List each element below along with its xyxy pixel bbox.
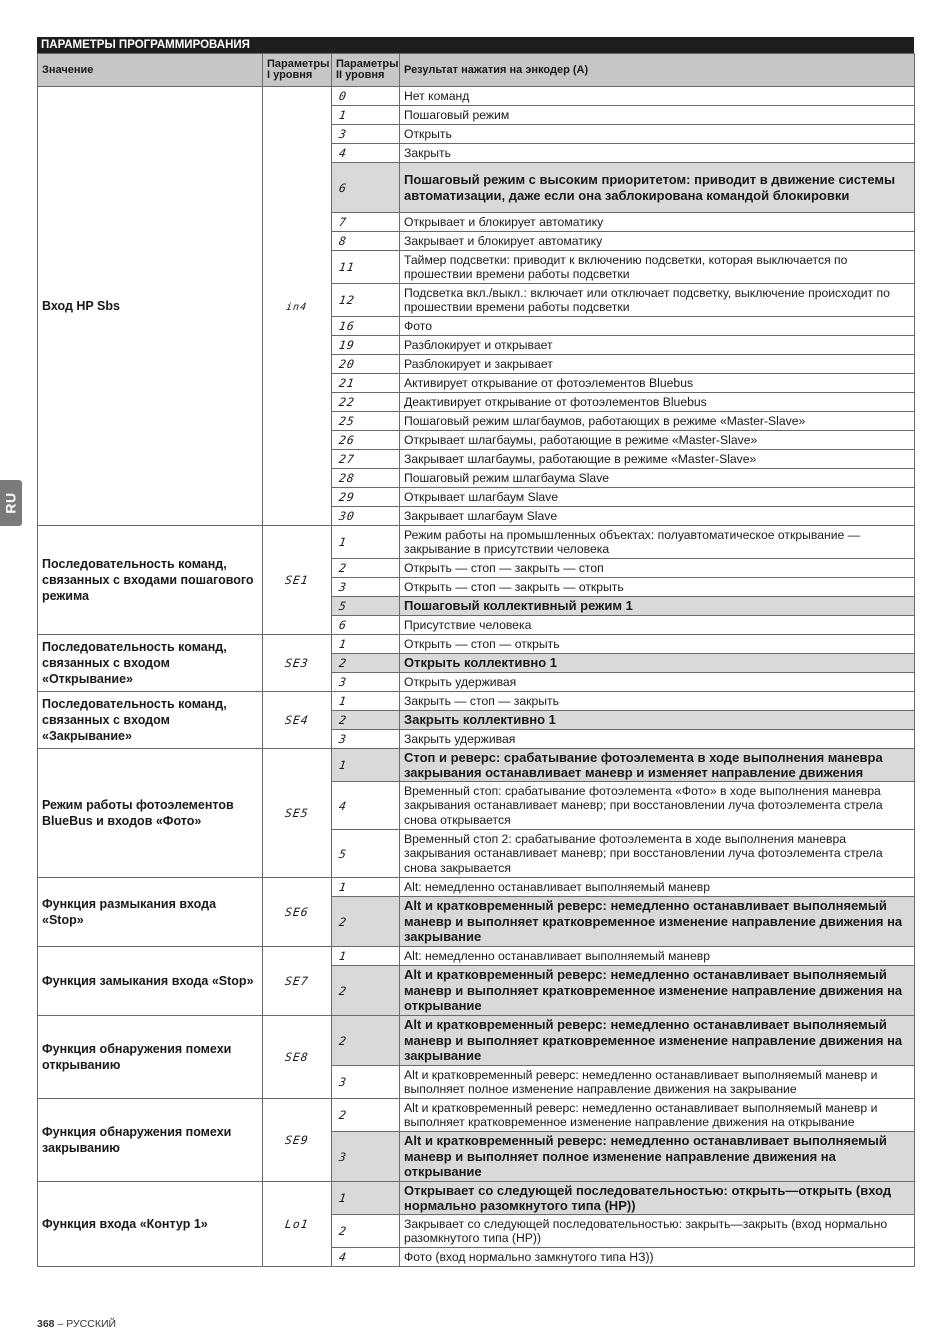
level2-parameter-code: 5: [338, 846, 348, 861]
result-description: Открывает со следующей последовательностью: открыть—открыть (вход нормально разомкнутого типа (НР)): [400, 1182, 915, 1215]
result-description: Alt: немедленно останавливает выполняемый маневр: [400, 878, 915, 897]
level2-parameter-cell: [332, 1099, 400, 1132]
level2-parameter-code: 8: [338, 234, 348, 248]
level1-parameter-cell: [263, 1182, 332, 1267]
parameters-table: [37, 53, 915, 1267]
result-description: Временный стоп 2: срабатывание фотоэлемента в ходе выполнения маневра закрывания останавливает маневр; при восстановлении луча фотоэлемента стрела снова закрывается: [400, 830, 915, 878]
table-row: [38, 635, 915, 654]
result-description: Пошаговый режим шлагбаума Slave: [400, 469, 915, 488]
parameter-name: Функция обнаружения помехи открыванию: [38, 1016, 263, 1099]
level2-parameter-code: 3: [338, 127, 348, 141]
level2-parameter-cell: [332, 469, 400, 488]
level2-parameter-code: 2: [338, 983, 348, 998]
level2-parameter-code: 5: [338, 599, 348, 613]
level2-parameter-cell: [332, 412, 400, 431]
level1-parameter-code: Lo1: [284, 1217, 310, 1231]
result-description: Alt и кратковременный реверс: немедленно останавливает выполняемый маневр и выполняет кратковременное изменение направление движения на закрывание: [400, 1016, 915, 1066]
result-description: Alt и кратковременный реверс: немедленно останавливает выполняемый маневр и выполняет полное изменение направление движения на закрывание: [400, 1066, 915, 1099]
result-description: Alt и кратковременный реверс: немедленно останавливает выполняемый маневр и выполняет кратковременное изменение направление движения на закрывание: [400, 897, 915, 947]
level1-parameter-cell: [263, 749, 332, 878]
level2-parameter-code: 1: [338, 1191, 348, 1205]
page-number: 368: [37, 1318, 55, 1330]
level2-parameter-cell: [332, 336, 400, 355]
level1-parameter-cell: [263, 947, 332, 1016]
level1-parameter-code: SE1: [284, 573, 310, 587]
level2-parameter-code: 4: [338, 798, 348, 813]
level2-parameter-code: 1: [338, 535, 348, 549]
level1-parameter-cell: [263, 635, 332, 692]
level2-parameter-code: 27: [338, 452, 356, 466]
table-row: [38, 1016, 915, 1066]
level2-parameter-cell: [332, 1248, 400, 1267]
parameter-name: Функция входа «Контур 1»: [38, 1182, 263, 1267]
result-description: Фото: [400, 317, 915, 336]
level2-parameter-code: 3: [338, 732, 348, 746]
level2-parameter-code: 19: [338, 338, 356, 352]
result-description: Закрывает и блокирует автоматику: [400, 232, 915, 251]
result-description: Пошаговый коллективный режим 1: [400, 597, 915, 616]
level2-parameter-cell: [332, 163, 400, 213]
parameter-name: Последовательность команд, связанных с входом «Открывание»: [38, 635, 263, 692]
level2-parameter-code: 30: [338, 509, 356, 523]
level2-parameter-cell: [332, 232, 400, 251]
parameter-name: Последовательность команд, связанных с входами пошагового режима: [38, 526, 263, 635]
header-level2: [332, 54, 400, 87]
level2-parameter-cell: [332, 450, 400, 469]
level1-parameter-code: in4: [285, 302, 309, 313]
result-description: Открывает и блокирует автоматику: [400, 213, 915, 232]
level2-parameter-code: 3: [338, 580, 348, 594]
level2-parameter-code: 6: [338, 618, 348, 632]
level2-parameter-cell: [332, 1182, 400, 1215]
level2-parameter-cell: [332, 692, 400, 711]
level2-parameter-code: 6: [338, 180, 348, 195]
result-description: Разблокирует и открывает: [400, 336, 915, 355]
level2-parameter-cell: [332, 87, 400, 106]
table-row: [38, 947, 915, 966]
header-level2-line1: Параметры: [336, 58, 399, 70]
level2-parameter-code: 1: [338, 108, 348, 122]
level2-parameter-cell: [332, 251, 400, 284]
level2-parameter-code: 26: [338, 433, 356, 447]
result-description: Открыть — стоп — закрыть — открыть: [400, 578, 915, 597]
level2-parameter-cell: [332, 730, 400, 749]
level2-parameter-cell: [332, 878, 400, 897]
level2-parameter-code: 1: [338, 694, 348, 708]
table-row: [38, 692, 915, 711]
result-description: Открыть — стоп — открыть: [400, 635, 915, 654]
table-row: [38, 87, 915, 106]
level2-parameter-code: 25: [338, 414, 356, 428]
parameter-name: Режим работы фотоэлементов BlueBus и входов «Фото»: [38, 749, 263, 878]
result-description: Подсветка вкл./выкл.: включает или отключает подсветку, выключение происходит по прошествии времени работы подсветки: [400, 284, 915, 317]
level2-parameter-cell: [332, 711, 400, 730]
result-description: Пошаговый режим с высоким приоритетом: приводит в движение системы автоматизации, даже если она заблокирована командой блокировки: [400, 163, 915, 213]
level1-parameter-cell: [263, 692, 332, 749]
result-description: Активирует открывание от фотоэлементов Bluebus: [400, 374, 915, 393]
header-level1-line2: I уровня: [267, 69, 313, 81]
level2-parameter-cell: [332, 526, 400, 559]
parameters-table-frame: [37, 37, 914, 1267]
level2-parameter-cell: [332, 635, 400, 654]
level2-parameter-cell: [332, 213, 400, 232]
level2-parameter-code: 2: [338, 656, 348, 670]
result-description: Alt: немедленно останавливает выполняемый маневр: [400, 947, 915, 966]
level1-parameter-cell: [263, 526, 332, 635]
level2-parameter-cell: [332, 897, 400, 947]
level1-parameter-cell: [263, 87, 332, 526]
level2-parameter-code: 4: [338, 146, 348, 160]
level2-parameter-cell: [332, 393, 400, 412]
result-description: Временный стоп: срабатывание фотоэлемента «Фото» в ходе выполнения маневра закрывания останавливает маневр; при восстановлении луча фотоэлемента стрела снова открывается: [400, 782, 915, 830]
footer-separator: –: [54, 1318, 67, 1330]
result-description: Закрыть удерживая: [400, 730, 915, 749]
result-description: Alt и кратковременный реверс: немедленно останавливает выполняемый маневр и выполняет полное изменение направление движения на открывание: [400, 1132, 915, 1182]
level2-parameter-code: 2: [338, 713, 348, 727]
level2-parameter-cell: [332, 284, 400, 317]
table-body: [38, 87, 915, 1267]
level2-parameter-code: 2: [338, 1224, 348, 1238]
result-description: Таймер подсветки: приводит к включению подсветки, которая выключается по прошествии времени работы подсветки: [400, 251, 915, 284]
level1-parameter-cell: [263, 878, 332, 947]
level1-parameter-code: SE4: [284, 713, 310, 727]
level2-parameter-cell: [332, 654, 400, 673]
result-description: Нет команд: [400, 87, 915, 106]
result-description: Режим работы на промышленных объектах: полуавтоматическое открывание — закрывание в присутствии человека: [400, 526, 915, 559]
level1-parameter-code: SE3: [284, 656, 310, 670]
level2-parameter-cell: [332, 578, 400, 597]
table-row: [38, 878, 915, 897]
level2-parameter-code: 0: [338, 89, 348, 103]
level2-parameter-cell: [332, 749, 400, 782]
table-title: ПАРАМЕТРЫ ПРОГРАММИРОВАНИЯ: [37, 37, 914, 53]
level2-parameter-cell: [332, 144, 400, 163]
page-footer: [37, 1318, 116, 1330]
result-description: Закрыть — стоп — закрыть: [400, 692, 915, 711]
parameter-name: Функция обнаружения помехи закрыванию: [38, 1099, 263, 1182]
level2-parameter-cell: [332, 106, 400, 125]
level2-parameter-cell: [332, 830, 400, 878]
level1-parameter-cell: [263, 1099, 332, 1182]
level1-parameter-code: SE9: [284, 1133, 310, 1147]
level2-parameter-cell: [332, 966, 400, 1016]
table-row: [38, 749, 915, 782]
level2-parameter-code: 16: [338, 319, 356, 333]
level2-parameter-cell: [332, 355, 400, 374]
level2-parameter-code: 2: [338, 1108, 348, 1122]
level2-parameter-code: 4: [338, 1250, 348, 1264]
level2-parameter-code: 1: [338, 880, 348, 894]
level2-parameter-code: 21: [338, 376, 356, 390]
result-description: Деактивирует открывание от фотоэлементов Bluebus: [400, 393, 915, 412]
result-description: Пошаговый режим шлагбаумов, работающих в режиме «Master-Slave»: [400, 412, 915, 431]
level2-parameter-cell: [332, 616, 400, 635]
footer-language: РУССКИЙ: [66, 1318, 117, 1330]
level2-parameter-cell: [332, 673, 400, 692]
language-side-tab: [0, 480, 22, 526]
result-description: Закрывает шлагбаумы, работающие в режиме «Master-Slave»: [400, 450, 915, 469]
result-description: Закрывает шлагбаум Slave: [400, 507, 915, 526]
level1-parameter-cell: [263, 1016, 332, 1099]
result-description: Открыть — стоп — закрыть — стоп: [400, 559, 915, 578]
table-header-row: [38, 54, 915, 87]
result-description: Закрыть: [400, 144, 915, 163]
level2-parameter-code: 3: [338, 1149, 348, 1164]
level2-parameter-code: 1: [338, 758, 348, 772]
level2-parameter-cell: [332, 559, 400, 578]
level2-parameter-cell: [332, 374, 400, 393]
result-description: Фото (вход нормально замкнутого типа НЗ)): [400, 1248, 915, 1267]
result-description: Закрывает со следующей последовательностью: закрыть—закрыть (вход нормально разомкнутого типа (НР)): [400, 1215, 915, 1248]
level2-parameter-code: 1: [338, 949, 348, 963]
level2-parameter-code: 7: [338, 215, 348, 229]
parameter-name: Последовательность команд, связанных с входом «Закрывание»: [38, 692, 263, 749]
level2-parameter-code: 3: [338, 1075, 348, 1089]
level2-parameter-code: 12: [338, 293, 356, 307]
parameter-name: Функция замыкания входа «Stop»: [38, 947, 263, 1016]
level1-parameter-code: SE5: [284, 806, 310, 820]
level2-parameter-cell: [332, 125, 400, 144]
level2-parameter-code: 29: [338, 490, 356, 504]
level2-parameter-code: 20: [338, 357, 356, 371]
level1-parameter-code: SE7: [284, 974, 310, 988]
level2-parameter-cell: [332, 597, 400, 616]
level2-parameter-cell: [332, 431, 400, 450]
parameter-name: Функция размыкания входа «Stop»: [38, 878, 263, 947]
result-description: Открыть коллективно 1: [400, 654, 915, 673]
language-tab-label: RU: [2, 492, 19, 514]
level2-parameter-code: 22: [338, 395, 356, 409]
level2-parameter-cell: [332, 1066, 400, 1099]
header-result: Результат нажатия на энкодер (A): [400, 54, 915, 87]
result-description: Пошаговый режим: [400, 106, 915, 125]
level2-parameter-code: 3: [338, 675, 348, 689]
level2-parameter-cell: [332, 782, 400, 830]
result-description: Открыть: [400, 125, 915, 144]
level1-parameter-code: SE8: [284, 1050, 310, 1064]
level2-parameter-cell: [332, 1016, 400, 1066]
level2-parameter-code: 28: [338, 471, 356, 485]
result-description: Присутствие человека: [400, 616, 915, 635]
level2-parameter-cell: [332, 317, 400, 336]
result-description: Открывает шлагбаум Slave: [400, 488, 915, 507]
table-row: [38, 1099, 915, 1132]
level2-parameter-cell: [332, 507, 400, 526]
level2-parameter-code: 2: [338, 561, 348, 575]
table-row: [38, 1182, 915, 1215]
result-description: Стоп и реверс: срабатывание фотоэлемента в ходе выполнения маневра закрывания останавливает маневр и изменяет направление движения: [400, 749, 915, 782]
header-value: Значение: [38, 54, 263, 87]
result-description: Alt и кратковременный реверс: немедленно останавливает выполняемый маневр и выполняет кратковременное изменение направление движения на открывание: [400, 1099, 915, 1132]
result-description: Закрыть коллективно 1: [400, 711, 915, 730]
result-description: Открыть удерживая: [400, 673, 915, 692]
result-description: Alt и кратковременный реверс: немедленно останавливает выполняемый маневр и выполняет кратковременное изменение направление движения на открывание: [400, 966, 915, 1016]
table-row: [38, 526, 915, 559]
level2-parameter-cell: [332, 947, 400, 966]
level2-parameter-code: 2: [338, 1033, 348, 1048]
level2-parameter-cell: [332, 488, 400, 507]
header-level2-line2: II уровня: [336, 69, 385, 81]
level2-parameter-code: 11: [338, 260, 356, 274]
result-description: Открывает шлагбаумы, работающие в режиме «Master-Slave»: [400, 431, 915, 450]
level1-parameter-code: SE6: [284, 905, 310, 919]
level2-parameter-cell: [332, 1215, 400, 1248]
header-level1: [263, 54, 332, 87]
level2-parameter-code: 1: [338, 637, 348, 651]
result-description: Разблокирует и закрывает: [400, 355, 915, 374]
level2-parameter-code: 2: [338, 914, 348, 929]
parameter-name: Вход HP Sbs: [38, 87, 263, 526]
level2-parameter-cell: [332, 1132, 400, 1182]
header-level1-line1: Параметры: [267, 58, 330, 70]
